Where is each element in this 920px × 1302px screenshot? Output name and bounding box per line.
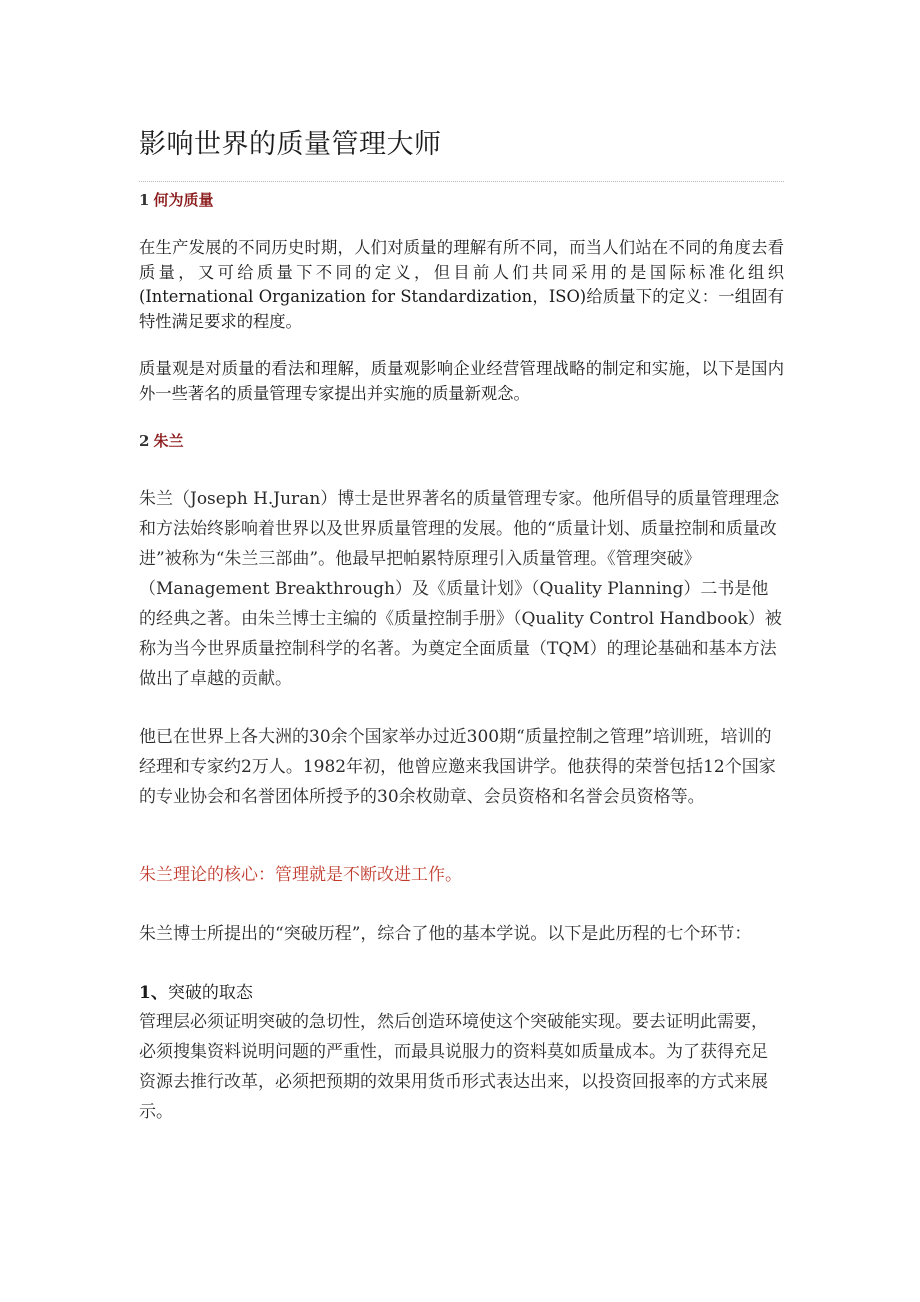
title-divider (139, 181, 784, 182)
section-name: 朱兰 (153, 432, 184, 450)
section-heading-2 (139, 430, 183, 452)
paragraph-breakthrough-intro: 朱兰博士所提出的“突破历程”，综合了他的基本学说。以下是此历程的七个环节： (139, 924, 752, 944)
paragraph-juran-bio: 朱兰（Joseph H.Juran）博士是世界著名的质量管理专家。他所倡导的质量管理理念和方法始终影响着世界以及世界质量管理的发展。他的“质量计划、质量控制和质量改进”被称为“朱兰三部曲”。他最早把帕累特原理引入质量管理。《管理突破》（Management Breakthrough）及《质量计划》（Quality Planning）二书是他的经典之著。由朱兰博士主编的《质量控制手册》（Quality Control Handbook）被称为当今世界质量控制科学的名著。为奠定全面质量（TQM）的理论基础和基本方法做出了卓越的贡献。 (139, 489, 782, 689)
paragraph-quality-definition: 在生产发展的不同历史时期，人们对质量的理解有所不同，而当人们站在不同的角度去看质量，又可给质量下不同的定义，但目前人们共同采用的是国际标准化组织(International Organization for Standardization，ISO)给质量下的定义：一组固有特性满足要求的程度。 (139, 238, 784, 331)
step-heading-1 (139, 979, 253, 1007)
paragraph-quality-view: 质量观是对质量的看法和理解，质量观影响企业经营管理战略的制定和实施，以下是国内外一些著名的质量管理专家提出并实施的质量新观念。 (139, 359, 784, 403)
paragraph-juran-honors: 他已在世界上各大洲的30余个国家举办过近300期“质量控制之管理”培训班，培训的经理和专家约2万人。1982年初，他曾应邀来我国讲学。他获得的荣誉包括12个国家的专业协会和名誉团体所授予的30余枚勋章、会员资格和名誉会员资格等。 (139, 727, 776, 807)
juran-core-theory: 朱兰理论的核心：管理就是不断改进工作。 (139, 865, 462, 885)
section-name: 何为质量 (153, 191, 214, 209)
page-title: 影响世界的质量管理大师 (139, 129, 442, 160)
paragraph-step-1: 管理层必须证明突破的急切性，然后创造环境使这个突破能实现。要去证明此需要，必须搜集资料说明问题的严重性，而最具说服力的资料莫如质量成本。为了获得充足资源去推行改革，必须把预期的效果用货币形式表达出来，以投资回报率的方式来展示。 (139, 1012, 768, 1122)
section-number: 1 (139, 191, 150, 209)
step-title: 突破的取态 (167, 983, 253, 1003)
section-number: 2 (139, 432, 150, 450)
section-heading-1 (139, 189, 213, 211)
step-number: 1、 (139, 983, 168, 1003)
